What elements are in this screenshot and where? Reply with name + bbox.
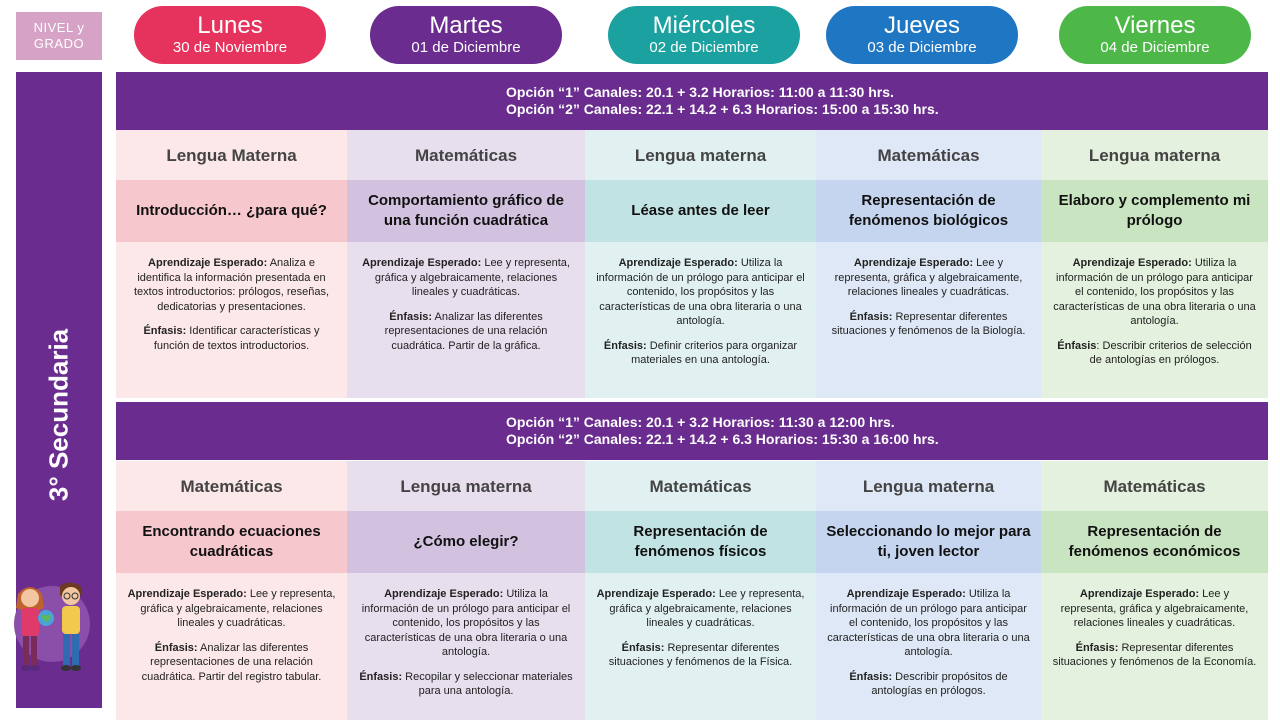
lesson-topic: Léase antes de leer: [585, 180, 816, 242]
lesson-description: [1041, 587, 1268, 680]
enfasis: [595, 339, 806, 368]
lesson-topic: Comportamiento gráfico de una función cuadrática: [347, 180, 585, 242]
lesson-topic: ¿Cómo elegir?: [347, 511, 585, 573]
enfasis-text: Recopilar y seleccionar materiales para una antología.: [402, 670, 573, 697]
aprendizaje-esperado: [1051, 587, 1258, 631]
enfasis: [357, 310, 575, 354]
class-cell-lunes-2: [116, 461, 347, 720]
lesson-description: [1041, 256, 1268, 378]
enfasis-text: Analizar las diferentes representaciones de una relación cuadrática. Partir de la gráfica.: [384, 310, 548, 352]
day-name: Viernes: [1114, 12, 1196, 39]
day-date: 02 de Diciembre: [649, 39, 759, 56]
aprendizaje-esperado: [595, 587, 806, 631]
aprendizaje-text: Analiza e identifica la información presentada en textos introductorios: prólogos, reseñas, dedicatorias y presentaciones.: [133, 257, 330, 313]
day-header-viernes: [1059, 6, 1251, 64]
aprendizaje-text: Utiliza la información de un prólogo para anticipar el contenido, los propósitos y las características de una obra literaria o una antología.: [1053, 257, 1256, 327]
class-cell-lunes-1: [116, 130, 347, 398]
aprendizaje-esperado: [126, 587, 337, 631]
subject-name: Matemáticas: [414, 146, 518, 165]
subject-name: Matemáticas: [180, 477, 283, 496]
enfasis-label: Énfasis:: [849, 670, 893, 683]
enfasis-text: Describir propósitos de antologías en prólogos.: [871, 670, 1008, 697]
lesson-topic: Seleccionando lo mejor para ti, joven lector: [816, 511, 1041, 573]
enfasis: [1051, 641, 1258, 670]
grade-label: 3° Secundaria: [43, 328, 74, 502]
aprendizaje-label: Aprendizaje Esperado:: [127, 588, 247, 600]
aprendizaje-text: Lee y representa, gráfica y algebraicamente, relaciones lineales y cuadráticas.: [1060, 588, 1249, 629]
class-cell-viernes-2: [1041, 461, 1268, 720]
day-date: 01 de Diciembre: [411, 39, 521, 56]
lesson-topic: Encontrando ecuaciones cuadráticas: [116, 511, 347, 573]
subject-name: Lengua materna: [1088, 146, 1221, 165]
class-cell-martes-1: [347, 130, 585, 398]
option-2-schedule: Opción “2” Canales: 22.1 + 14.2 + 6.3 Horarios: 15:30 a 16:00 hrs.: [506, 431, 939, 447]
enfasis-label: Énfasis:: [849, 310, 893, 323]
aprendizaje-text: Lee y representa, gráfica y algebraicamente, relaciones lineales y cuadráticas.: [609, 588, 805, 629]
day-date: 30 de Noviembre: [172, 39, 288, 56]
aprendizaje-esperado: [357, 256, 575, 300]
subject-name: Lengua materna: [634, 146, 767, 165]
enfasis-text: Analizar las diferentes representaciones de una relación cuadrática. Partir del registro tabular.: [141, 641, 322, 683]
aprendizaje-label: Aprendizaje Esperado:: [362, 257, 482, 269]
lesson-topic: Representación de fenómenos biológicos: [816, 180, 1041, 242]
lesson-description: [347, 256, 585, 363]
enfasis-text: Definir criterios para organizar materiales en una antología.: [631, 339, 798, 366]
aprendizaje-text: Lee y representa, gráfica y algebraicamente, relaciones lineales y cuadráticas.: [140, 588, 336, 629]
aprendizaje-label: Aprendizaje Esperado:: [853, 257, 974, 269]
class-cell-miercoles-1: [585, 130, 816, 398]
subject-name: Lengua Materna: [166, 146, 297, 165]
aprendizaje-esperado: [826, 256, 1031, 300]
subject-name: Lengua materna: [862, 477, 995, 496]
day-name: Lunes: [197, 12, 263, 39]
aprendizaje-text: Utiliza la información de un prólogo para anticipar el contenido, los propósitos y las características de una obra literaria o una antología.: [361, 588, 571, 658]
option-1-schedule: Opción “1” Canales: 20.1 + 3.2 Horarios: 11:00 a 11:30 hrs.: [506, 84, 894, 100]
enfasis-label: Énfasis:: [621, 641, 665, 654]
day-date: 03 de Diciembre: [867, 39, 977, 56]
aprendizaje-text: Lee y representa, gráfica y algebraicamente, relaciones lineales y cuadráticas.: [374, 257, 570, 298]
option-1-schedule: Opción “1” Canales: 20.1 + 3.2 Horarios: 11:30 a 12:00 hrs.: [506, 414, 895, 430]
aprendizaje-label: Aprendizaje Esperado:: [618, 257, 738, 269]
day-header-martes: [370, 6, 562, 64]
lesson-description: [585, 587, 816, 680]
subject-name: Lengua materna: [400, 477, 532, 496]
aprendizaje-label: Aprendizaje Esperado:: [846, 588, 966, 600]
lesson-description: [347, 587, 585, 709]
day-header-lunes: [134, 6, 326, 64]
enfasis-label: Énfasis:: [154, 641, 198, 654]
subject-name: Matemáticas: [1103, 477, 1206, 496]
class-cell-jueves-2: [816, 461, 1041, 720]
aprendizaje-label: Aprendizaje Esperado:: [1072, 257, 1192, 269]
aprendizaje-label: Aprendizaje Esperado:: [1079, 588, 1200, 600]
lesson-topic: Introducción… ¿para qué?: [116, 180, 347, 242]
enfasis-label: Énfasis:: [359, 670, 403, 683]
aprendizaje-label: Aprendizaje Esperado:: [596, 588, 716, 600]
enfasis-label: Énfasis:: [389, 310, 433, 323]
enfasis: [595, 641, 806, 670]
enfasis-text: Representar diferentes situaciones y fenómenos de la Física.: [608, 641, 793, 668]
day-name: Miércoles: [652, 12, 756, 39]
aprendizaje-esperado: [826, 587, 1031, 660]
aprendizaje-text: Utiliza la información de un prólogo para anticipar el contenido, los propósitos y las características de una obra literaria o una antología.: [827, 588, 1030, 658]
enfasis-text: Representar diferentes situaciones y fenómenos de la Biología.: [831, 310, 1026, 337]
enfasis: [1051, 339, 1258, 368]
enfasis: [357, 670, 575, 699]
day-header-jueves: [826, 6, 1018, 64]
subject-name: Matemáticas: [877, 146, 980, 165]
enfasis-label: Énfasis:: [1075, 641, 1119, 654]
aprendizaje-esperado: [1051, 256, 1258, 329]
enfasis-text: : Describir criterios de selección de antologías en prólogos.: [1089, 339, 1252, 366]
enfasis: [826, 670, 1031, 699]
aprendizaje-esperado: [357, 587, 575, 660]
schedule-band-1: [116, 72, 1268, 130]
day-name: Jueves: [883, 12, 961, 39]
lesson-description: [816, 256, 1041, 349]
day-name: Martes: [429, 12, 503, 39]
lesson-description: [116, 587, 347, 694]
enfasis: [826, 310, 1031, 339]
day-header-miercoles: [608, 6, 800, 64]
aprendizaje-text: Lee y representa, gráfica y algebraicamente, relaciones lineales y cuadráticas.: [834, 257, 1023, 298]
aprendizaje-text: Utiliza la información de un prólogo para anticipar el contenido, los propósitos y las características de una obra literaria o una antología.: [596, 257, 805, 327]
enfasis-label: Énfasis:: [143, 325, 187, 337]
enfasis: [126, 324, 337, 353]
class-cell-viernes-1: [1041, 130, 1268, 398]
lesson-description: [585, 256, 816, 378]
schedule-band-2: [116, 402, 1268, 460]
class-cell-miercoles-2: [585, 461, 816, 720]
aprendizaje-label: Aprendizaje Esperado:: [384, 588, 504, 600]
students-illustration: [6, 572, 96, 676]
enfasis: [126, 641, 337, 685]
class-cell-jueves-1: [816, 130, 1041, 398]
lesson-description: [116, 256, 347, 363]
enfasis-text: Identificar características y función de textos introductorios.: [153, 325, 320, 352]
day-date: 04 de Diciembre: [1100, 39, 1210, 56]
lesson-topic: Elaboro y complemento mi prólogo: [1041, 180, 1268, 242]
class-cell-martes-2: [347, 461, 585, 720]
aprendizaje-esperado: [595, 256, 806, 329]
lesson-topic: Representación de fenómenos económicos: [1041, 511, 1268, 573]
enfasis-label: Énfasis: [1057, 339, 1097, 352]
enfasis-label: Énfasis:: [603, 339, 647, 352]
nivel-grado-label: NIVEL y GRADO: [16, 12, 102, 60]
aprendizaje-esperado: [126, 256, 337, 314]
aprendizaje-label: Aprendizaje Esperado:: [148, 257, 268, 269]
lesson-topic: Representación de fenómenos físicos: [585, 511, 816, 573]
lesson-description: [816, 587, 1041, 709]
option-2-schedule: Opción “2” Canales: 22.1 + 14.2 + 6.3 Horarios: 15:00 a 15:30 hrs.: [506, 101, 939, 117]
subject-name: Matemáticas: [649, 477, 752, 496]
enfasis-text: Representar diferentes situaciones y fenómenos de la Economía.: [1052, 641, 1257, 668]
